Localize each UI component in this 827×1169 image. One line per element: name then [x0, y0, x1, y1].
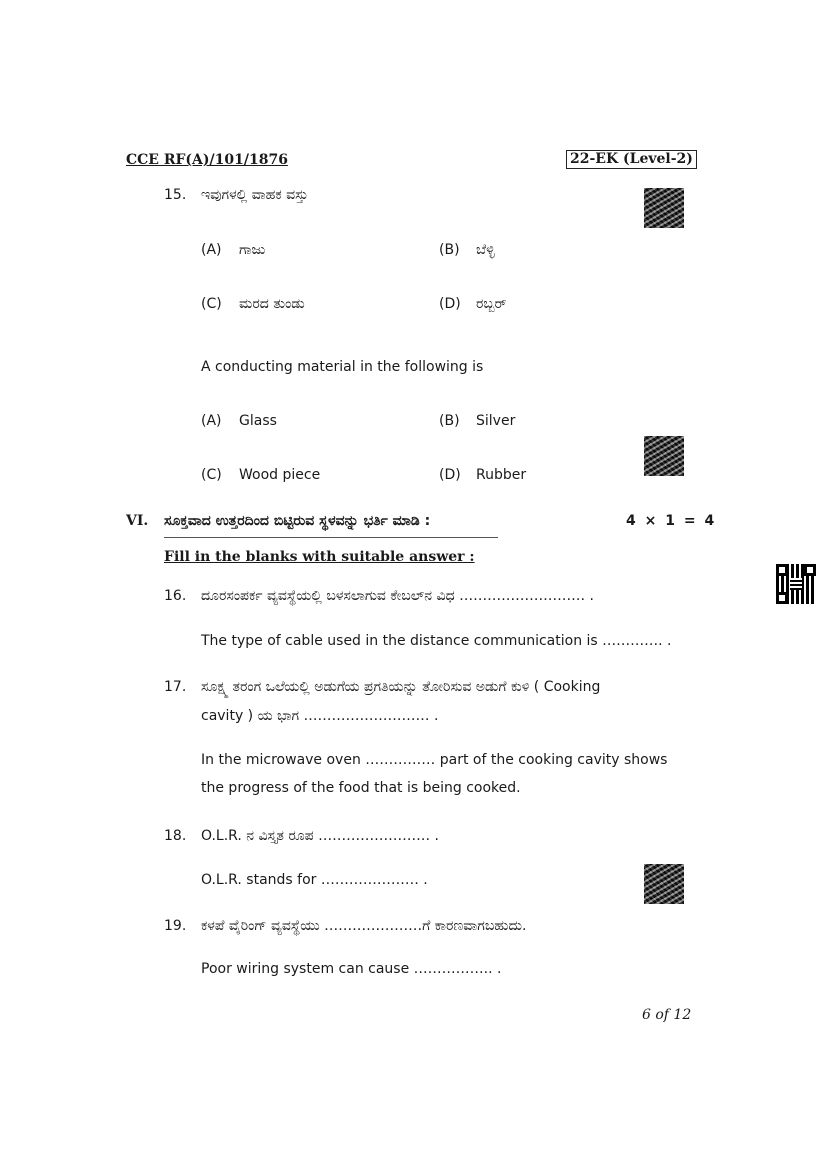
option-label-b: (B) — [439, 242, 460, 258]
section-title-kannada: ಸೂಕ್ತವಾದ ಉತ್ತರದಿಂದ ಬಿಟ್ಟಿರುವ ಸ್ಥಳವನ್ನು ಭರ್ತಿ ಮಾಡಿ : — [164, 513, 431, 529]
question-18-kannada: O.L.R. ನ ವಿಸ್ತೃತ ರೂಪ …………………… . — [201, 828, 439, 844]
question-17-kannada-line-1: ಸೂಕ್ಷ್ಮ ತರಂಗ ಒಲೆಯಲ್ಲಿ ಅಡುಗೆಯ ಪ್ರಗತಿಯನ್ನು ತೋರಿಸುವ ಅಡುಗೆ ಕುಳಿ ( Cooking — [201, 679, 601, 695]
question-18-english: O.L.R. stands for ………………… . — [201, 872, 428, 888]
scan-code-image — [644, 864, 684, 904]
paper-code: CCE RF(A)/101/1876 — [126, 152, 288, 168]
question-15-english: A conducting material in the following is — [201, 359, 484, 375]
option-text-c-kannada: ಮರದ ತುಂಡು — [239, 296, 305, 312]
section-marks: 4 × 1 = 4 — [626, 513, 717, 529]
question-number-19: 19. — [164, 918, 187, 934]
question-number-18: 18. — [164, 828, 187, 844]
question-number-17: 17. — [164, 679, 187, 695]
option-text-d-kannada: ರಬ್ಬರ್ — [476, 296, 507, 312]
option-label-c-en: (C) — [201, 467, 222, 483]
option-text-c-english: Wood piece — [239, 467, 321, 483]
section-title-english: Fill in the blanks with suitable answer : — [164, 549, 475, 565]
level-code-box: 22-EK (Level-2) — [566, 150, 697, 169]
page-number: 6 of 12 — [642, 1007, 692, 1023]
option-label-a-en: (A) — [201, 413, 222, 429]
question-number-15: 15. — [164, 187, 187, 203]
option-label-d-en: (D) — [439, 467, 461, 483]
question-19-kannada: ಕಳಪೆ ವೈರಿಂಗ್ ವ್ಯವಸ್ಥೆಯು …………………ಗೆ ಕಾರಣವಾಗಬಹುದು. — [201, 918, 527, 934]
question-15-kannada: ಇವುಗಳಲ್ಲಿ ವಾಹಕ ವಸ್ತು — [201, 187, 309, 203]
scan-code-image — [644, 188, 684, 228]
qr-code-icon — [776, 564, 816, 604]
option-text-d-english: Rubber — [476, 467, 527, 483]
question-17-english-line-1: In the microwave oven …………… part of the cooking cavity shows — [201, 752, 668, 768]
section-number: VI. — [126, 513, 149, 529]
option-label-b-en: (B) — [439, 413, 460, 429]
question-16-english: The type of cable used in the distance communication is …………. . — [201, 633, 672, 649]
question-19-english: Poor wiring system can cause …………….. . — [201, 961, 502, 977]
option-label-d: (D) — [439, 296, 461, 312]
question-17-kannada-line-2: cavity ) ಯ ಭಾಗ ……………………… . — [201, 708, 439, 724]
option-label-c: (C) — [201, 296, 222, 312]
option-label-a: (A) — [201, 242, 222, 258]
option-text-a-kannada: ಗಾಜು — [239, 242, 266, 258]
scan-code-image — [644, 436, 684, 476]
option-text-a-english: Glass — [239, 413, 277, 429]
question-number-16: 16. — [164, 588, 187, 604]
option-text-b-english: Silver — [476, 413, 516, 429]
question-17-english-line-2: the progress of the food that is being cooked. — [201, 780, 521, 796]
section-title-underline — [164, 537, 498, 538]
question-16-kannada: ದೂರಸಂಪರ್ಕ ವ್ಯವಸ್ಥೆಯಲ್ಲಿ ಬಳಸಲಾಗುವ ಕೇಬಲ್‌ನ ವಿಧ ……………………… . — [201, 588, 594, 604]
option-text-b-kannada: ಬೆಳ್ಳಿ — [476, 242, 495, 258]
